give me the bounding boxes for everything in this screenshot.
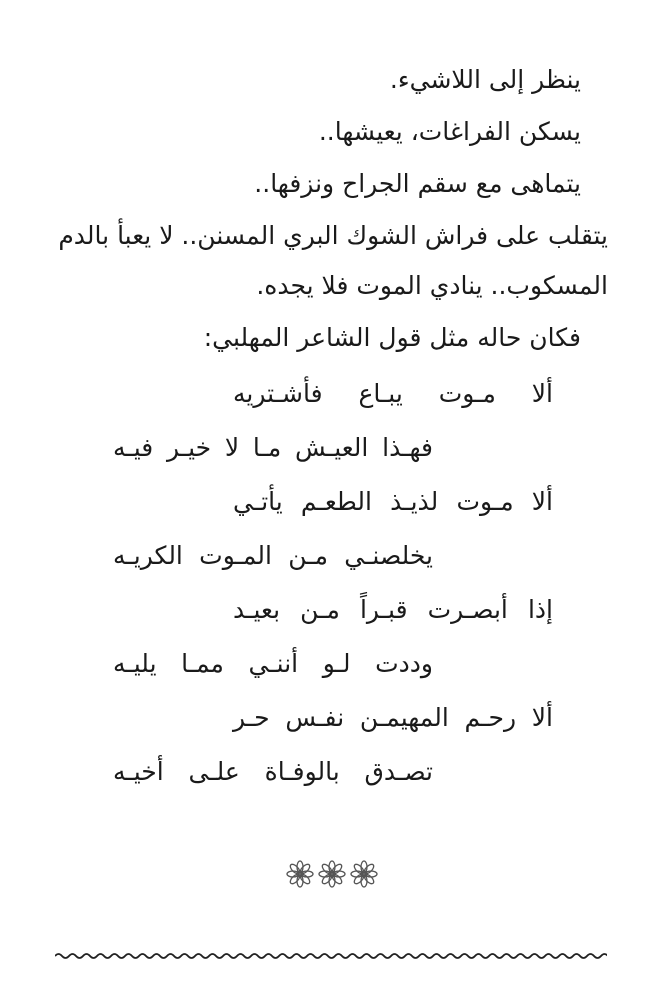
verse-word: قبـراً	[359, 595, 408, 624]
verse-word: المهيمـن	[359, 703, 449, 732]
verse-word: الكريـه	[113, 541, 183, 570]
verse-word: أبصـرت	[427, 595, 508, 624]
poem-verse-3	[233, 482, 553, 522]
verse-word: الطعـم	[300, 487, 372, 516]
poem-verse-2	[113, 428, 433, 468]
flower-icon	[319, 861, 345, 887]
verse-word: أخيـه	[113, 757, 164, 786]
flower-icon	[351, 861, 377, 887]
verse-word: لـو	[322, 649, 351, 678]
poem-verse-1	[233, 374, 553, 414]
verse-word: رحـم	[464, 703, 517, 732]
prose-line-3: يتماهى مع سقم الجراح ونزفها..	[254, 169, 581, 198]
verse-word: تصـدق	[364, 757, 433, 786]
verse-word: وددت	[375, 649, 433, 678]
verse-word: لذيـذ	[390, 487, 439, 516]
verse-word: مـن	[288, 541, 328, 570]
prose-line-6: فكان حاله مثل قول الشاعر المهلبي:	[203, 323, 581, 352]
verse-word: يخلصنـي	[344, 541, 433, 570]
verse-word: يأتـي	[233, 487, 283, 516]
prose-line-4: يتقلب على فراش الشوك البري المسنن.. لا يعبأ بالدم	[58, 221, 608, 250]
prose-line-1: ينظر إلى اللاشيء.	[389, 65, 581, 94]
poem-verse-5	[233, 590, 553, 630]
verse-word: خيـر	[167, 433, 212, 462]
verse-word: مـوت	[438, 379, 496, 408]
verse-word: ألا	[531, 703, 553, 732]
poem-verse-6	[113, 644, 433, 684]
verse-word: بالوفـاة	[264, 757, 340, 786]
verse-word: مـوت	[456, 487, 514, 516]
verse-word: فيـه	[113, 433, 154, 462]
verse-word: فهـذا	[382, 433, 433, 462]
verse-word: أننـي	[248, 649, 299, 678]
prose-line-5: المسكوب.. ينادي الموت فلا يجده.	[256, 271, 608, 300]
verse-word: ألا	[531, 379, 553, 408]
verse-word: يليـه	[113, 649, 157, 678]
verse-word: المـوت	[199, 541, 272, 570]
poem-verse-8	[113, 752, 433, 792]
verse-word: نفـس	[285, 703, 345, 732]
verse-word: فأشـتريه	[233, 379, 323, 408]
verse-word: يبـاع	[358, 379, 403, 408]
verse-word: العيـش	[295, 433, 369, 462]
wavy-divider	[55, 948, 607, 964]
verse-word: ممـا	[181, 649, 224, 678]
verse-word: مـن	[300, 595, 340, 624]
poem-verse-7	[233, 698, 553, 738]
flower-ornament-icon	[284, 856, 380, 892]
verse-word: لا	[224, 433, 240, 462]
verse-word: مـا	[252, 433, 282, 462]
verse-word: بعيـد	[233, 595, 281, 624]
verse-word: حـر	[233, 703, 270, 732]
flower-icon	[287, 861, 313, 887]
verse-word: علـى	[188, 757, 240, 786]
verse-word: إذا	[527, 595, 553, 624]
verse-word: ألا	[531, 487, 553, 516]
prose-line-2: يسكن الفراغات، يعيشها..	[318, 117, 581, 146]
poem-verse-4	[113, 536, 433, 576]
